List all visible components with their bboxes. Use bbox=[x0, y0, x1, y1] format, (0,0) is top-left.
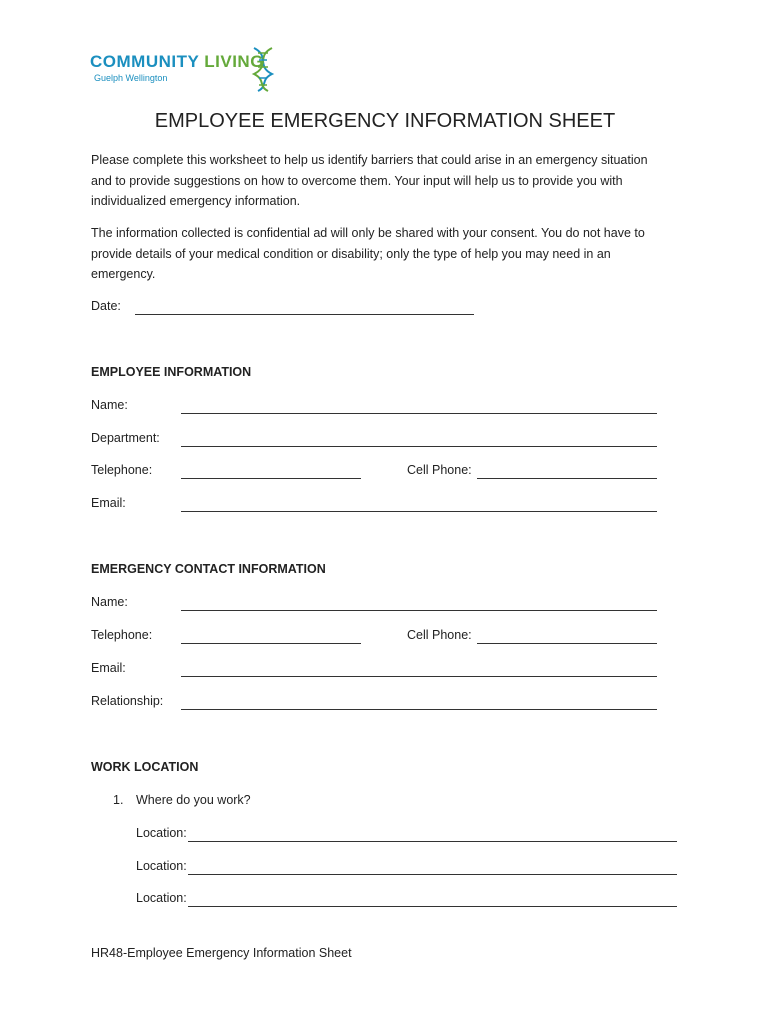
emergency-cell-field[interactable] bbox=[477, 643, 657, 644]
emergency-name-field[interactable] bbox=[181, 610, 657, 611]
emergency-relationship-field[interactable] bbox=[181, 709, 657, 710]
date-field[interactable] bbox=[135, 314, 474, 315]
logo-name-part2: LIVING bbox=[204, 52, 264, 71]
employee-email-field[interactable] bbox=[181, 511, 657, 512]
location-field[interactable] bbox=[188, 841, 677, 842]
employee-name-field[interactable] bbox=[181, 413, 657, 414]
location-label: Location: bbox=[136, 826, 187, 840]
location-field[interactable] bbox=[188, 874, 677, 875]
employee-info-heading: EMPLOYEE INFORMATION bbox=[91, 365, 252, 379]
emergency-telephone-label: Telephone: bbox=[91, 628, 153, 642]
location-label: Location: bbox=[136, 859, 187, 873]
intro-paragraph-2: The information collected is confidential ad will only be shared with your consent. You do not have to provide details of your medical condition or disability; only the type of help you may need in an emergency. bbox=[91, 226, 645, 281]
intro-paragraph-1: Please complete this worksheet to help us identify barriers that could arise in an emergency situation and to provide suggestions on how to overcome them. Your input will help us to provide you with individualized emergency information. bbox=[91, 153, 648, 208]
question-text: Where do you work? bbox=[136, 793, 251, 807]
date-label: Date: bbox=[91, 299, 121, 313]
logo-dna-icon bbox=[250, 46, 276, 92]
employee-email-label: Email: bbox=[91, 496, 126, 510]
employee-telephone-field[interactable] bbox=[181, 478, 361, 479]
logo-name-part1: COMMUNITY bbox=[90, 52, 200, 71]
employee-department-label: Department: bbox=[91, 431, 160, 445]
emergency-email-field[interactable] bbox=[181, 676, 657, 677]
question-number: 1. bbox=[113, 793, 124, 807]
employee-name-label: Name: bbox=[91, 398, 128, 412]
emergency-contact-heading: EMERGENCY CONTACT INFORMATION bbox=[91, 562, 326, 576]
emergency-cell-label: Cell Phone: bbox=[407, 628, 472, 642]
location-field[interactable] bbox=[188, 906, 677, 907]
emergency-email-label: Email: bbox=[91, 661, 126, 675]
logo-subtitle: Guelph Wellington bbox=[94, 73, 168, 83]
employee-telephone-label: Telephone: bbox=[91, 463, 153, 477]
emergency-name-label: Name: bbox=[91, 595, 128, 609]
community-living-logo bbox=[90, 46, 290, 94]
employee-department-field[interactable] bbox=[181, 446, 657, 447]
logo-name bbox=[90, 52, 264, 72]
location-label: Location: bbox=[136, 891, 187, 905]
footer-doc-id: HR48-Employee Emergency Information Sheet bbox=[91, 946, 352, 960]
employee-cell-label: Cell Phone: bbox=[407, 463, 472, 477]
work-location-heading: WORK LOCATION bbox=[91, 760, 199, 774]
page-title: EMPLOYEE EMERGENCY INFORMATION SHEET bbox=[154, 110, 616, 132]
emergency-telephone-field[interactable] bbox=[181, 643, 361, 644]
employee-cell-field[interactable] bbox=[477, 478, 657, 479]
emergency-relationship-label: Relationship: bbox=[91, 694, 164, 708]
